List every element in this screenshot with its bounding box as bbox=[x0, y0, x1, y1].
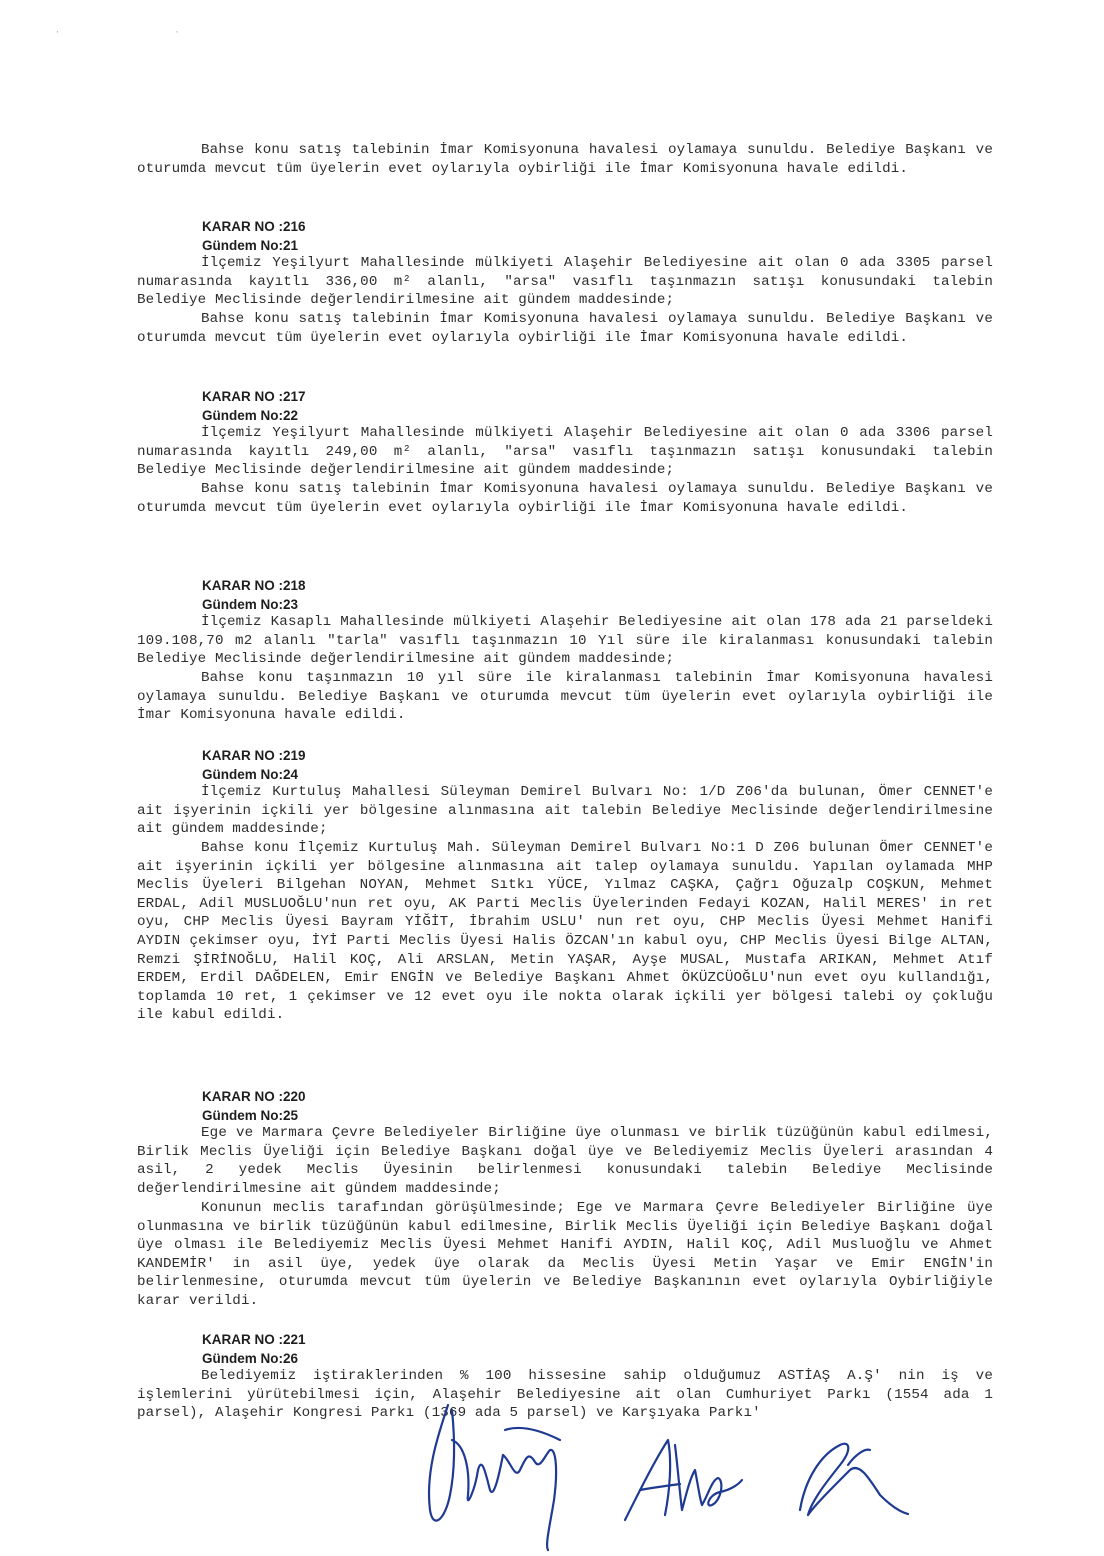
decision-218-heading bbox=[202, 576, 306, 614]
decision-219-result: Bahse konu İlçemiz Kurtuluş Mah. Süleyman Demirel Bulvarı No:1 D Z06 bulunan Ömer CENNET'e ait işyerinin içkili yer bölgesine alınmasına ait talep oylamaya sunuldu. Yapılan oylamada MHP Meclis Üyeleri Bilgehan NOYAN, Mehmet Sıtkı YÜCE, Yılmaz CAŞKA, Çağrı Oğuzalp COŞKUN, Mehmet ERDAL, Adil MUSLUOĞLU'nun ret oyu, AK Parti Meclis Üyelerinden Fedayi KOZAN, Halil MERES' in ret oyu, CHP Meclis Üyesi Bayram YİĞİT, İbrahim USLU' nun ret oyu, CHP Meclis Üyesi Mehmet Hanifi AYDIN çekimser oyu, İYİ Parti Meclis Üyesi Halis ÖZCAN'ın kabul oyu, CHP Meclis Üyesi Bilge ALTAN, Remzi ŞİRİNOĞLU, Halil KOÇ, Ali ARSLAN, Metin YAŞAR, Ayşe MUSAL, Mustafa ARIKAN, Mehmet Atıf ERDEM, Erdil DAĞDELEN, Emir ENGİN ve Belediye Başkanı Ahmet ÖKÜZCÜOĞLU'nun evet oyu kullandığı, toplamda 10 ret, 1 çekimser ve 12 evet oyu ile nokta olarak içkili yer bölgesi talebi oy çokluğu ile kabul edildi. bbox=[137, 840, 993, 1024]
decision-220-result: Konunun meclis tarafından görüşülmesinde; Ege ve Marmara Çevre Belediyeler Birliğine üye olunmasına ve birlik tüzüğünün kabul edilmesine, Birlik Meclis Üyeliği için Belediye Başkanı doğal üye olması ile Belediyemiz Meclis Üyesi Mehmet Hanifi AYDIN, Halil KOÇ, Adil Musluoğlu ve Ahmet KANDEMİR' in asil üye, yedek üye olarak da Meclis Üyesi Metin Yaşar ve Emir ENGİN'in belirlenmesine, oturumda mevcut tüm üyelerin ve Belediye Başkanının evet oylarıyla Oybirliğiyle karar verildi. bbox=[137, 1200, 993, 1309]
decision-216-subject: İlçemiz Yeşilyurt Mahallesinde mülkiyeti Alaşehir Belediyesine ait olan 0 ada 3305 parsel numarasında kayıtlı 336,00 m² alanlı, "arsa" vasıflı taşınmazın satışı konusundaki talebin Belediye Meclisinde değerlendirilmesine ait gündem maddesinde; bbox=[137, 255, 993, 309]
decision-218-result: Bahse konu taşınmazın 10 yıl süre ile kiralanması talebinin İmar Komisyonuna havalesi oylamaya sunuldu. Belediye Başkanı ve oturumda mevcut tüm üyelerin evet oylarıyla oybirliği ile İmar Komisyonuna havale edildi. bbox=[137, 670, 993, 724]
decision-221-heading bbox=[202, 1330, 306, 1368]
decision-217-subject: İlçemiz Yeşilyurt Mahallesinde mülkiyeti Alaşehir Belediyesine ait olan 0 ada 3306 parsel numarasında kayıtlı 249,00 m² alanlı, "arsa" vasıflı taşınmazın satışı konusundaki talebin Belediye Meclisinde değerlendirilmesine ait gündem maddesinde; bbox=[137, 425, 993, 479]
gundem-no-label: Gündem No:25 bbox=[202, 1108, 299, 1123]
decision-219-heading bbox=[202, 746, 306, 784]
gundem-no-label: Gündem No:21 bbox=[202, 238, 299, 253]
signature-1 bbox=[429, 1405, 560, 1550]
decision-218-subject: İlçemiz Kasaplı Mahallesinde mülkiyeti Alaşehir Belediyesine ait olan 178 ada 21 parseldeki 109.108,70 m2 alanlı "tarla" vasıflı taşınmazın 10 Yıl süre ile kiralanması konusundaki talebin Belediye Meclisinde değerlendirilmesine ait gündem maddesinde; bbox=[137, 614, 993, 668]
signature-2 bbox=[625, 1440, 742, 1520]
gundem-no-label: Gündem No:23 bbox=[202, 597, 299, 612]
karar-no-label: KARAR NO :218 bbox=[202, 578, 306, 593]
signature-3 bbox=[800, 1444, 908, 1515]
intro-paragraph: Bahse konu satış talebinin İmar Komisyonuna havalesi oylamaya sunuldu. Belediye Başkanı ve oturumda mevcut tüm üyelerin evet oylarıyla oybirliği ile İmar Komisyonuna havale edildi. bbox=[137, 142, 993, 177]
decision-219-subject: İlçemiz Kurtuluş Mahallesi Süleyman Demirel Bulvarı No: 1/D Z06'da bulunan, Ömer CENNET'e ait işyerinin içkili yer bölgesine alınmasına ait talebin Belediye Meclisinde değerlendirilmesine ait gündem maddesinde; bbox=[137, 784, 993, 838]
karar-no-label: KARAR NO :221 bbox=[202, 1332, 306, 1347]
karar-no-label: KARAR NO :219 bbox=[202, 748, 306, 763]
decision-216-result: Bahse konu satış talebinin İmar Komisyonuna havalesi oylamaya sunuldu. Belediye Başkanı ve oturumda mevcut tüm üyelerin evet oylarıyla oybirliği ile İmar Komisyonuna havale edildi. bbox=[137, 311, 993, 346]
scan-marks: · · bbox=[55, 28, 235, 37]
decision-217-result: Bahse konu satış talebinin İmar Komisyonuna havalesi oylamaya sunuldu. Belediye Başkanı ve oturumda mevcut tüm üyelerin evet oylarıyla oybirliği ile İmar Komisyonuna havale edildi. bbox=[137, 481, 993, 516]
gundem-no-label: Gündem No:24 bbox=[202, 767, 299, 782]
decision-216-heading bbox=[202, 217, 306, 255]
gundem-no-label: Gündem No:26 bbox=[202, 1351, 299, 1366]
decision-220-subject: Ege ve Marmara Çevre Belediyeler Birliğine üye olunması ve birlik tüzüğünün kabul edilmesi, Birlik Meclis Üyeliği için Belediye Başkanı doğal üye ve Belediyemiz Meclis Üyeleri arasından 4 asil, 2 yedek Meclis Üyesinin belirlenmesi konusundaki talebin Belediye Meclisinde değerlendirilmesine ait gündem maddesinde; bbox=[137, 1125, 993, 1197]
karar-no-label: KARAR NO :217 bbox=[202, 389, 306, 404]
karar-no-label: KARAR NO :220 bbox=[202, 1089, 306, 1104]
decision-221-subject: Belediyemiz iştiraklerinden % 100 hissesine sahip olduğumuz ASTİAŞ A.Ş' nin iş ve işlemlerini yürütebilmesi için, Alaşehir Belediyesine ait olan Cumhuriyet Parkı (1554 ada 1 parsel), Alaşehir Kongresi Parkı (1369 ada 5 parsel) ve Karşıyaka Parkı' bbox=[137, 1368, 993, 1422]
karar-no-label: KARAR NO :216 bbox=[202, 219, 306, 234]
decision-220-heading bbox=[202, 1087, 306, 1125]
gundem-no-label: Gündem No:22 bbox=[202, 408, 299, 423]
decision-217-heading bbox=[202, 387, 306, 425]
